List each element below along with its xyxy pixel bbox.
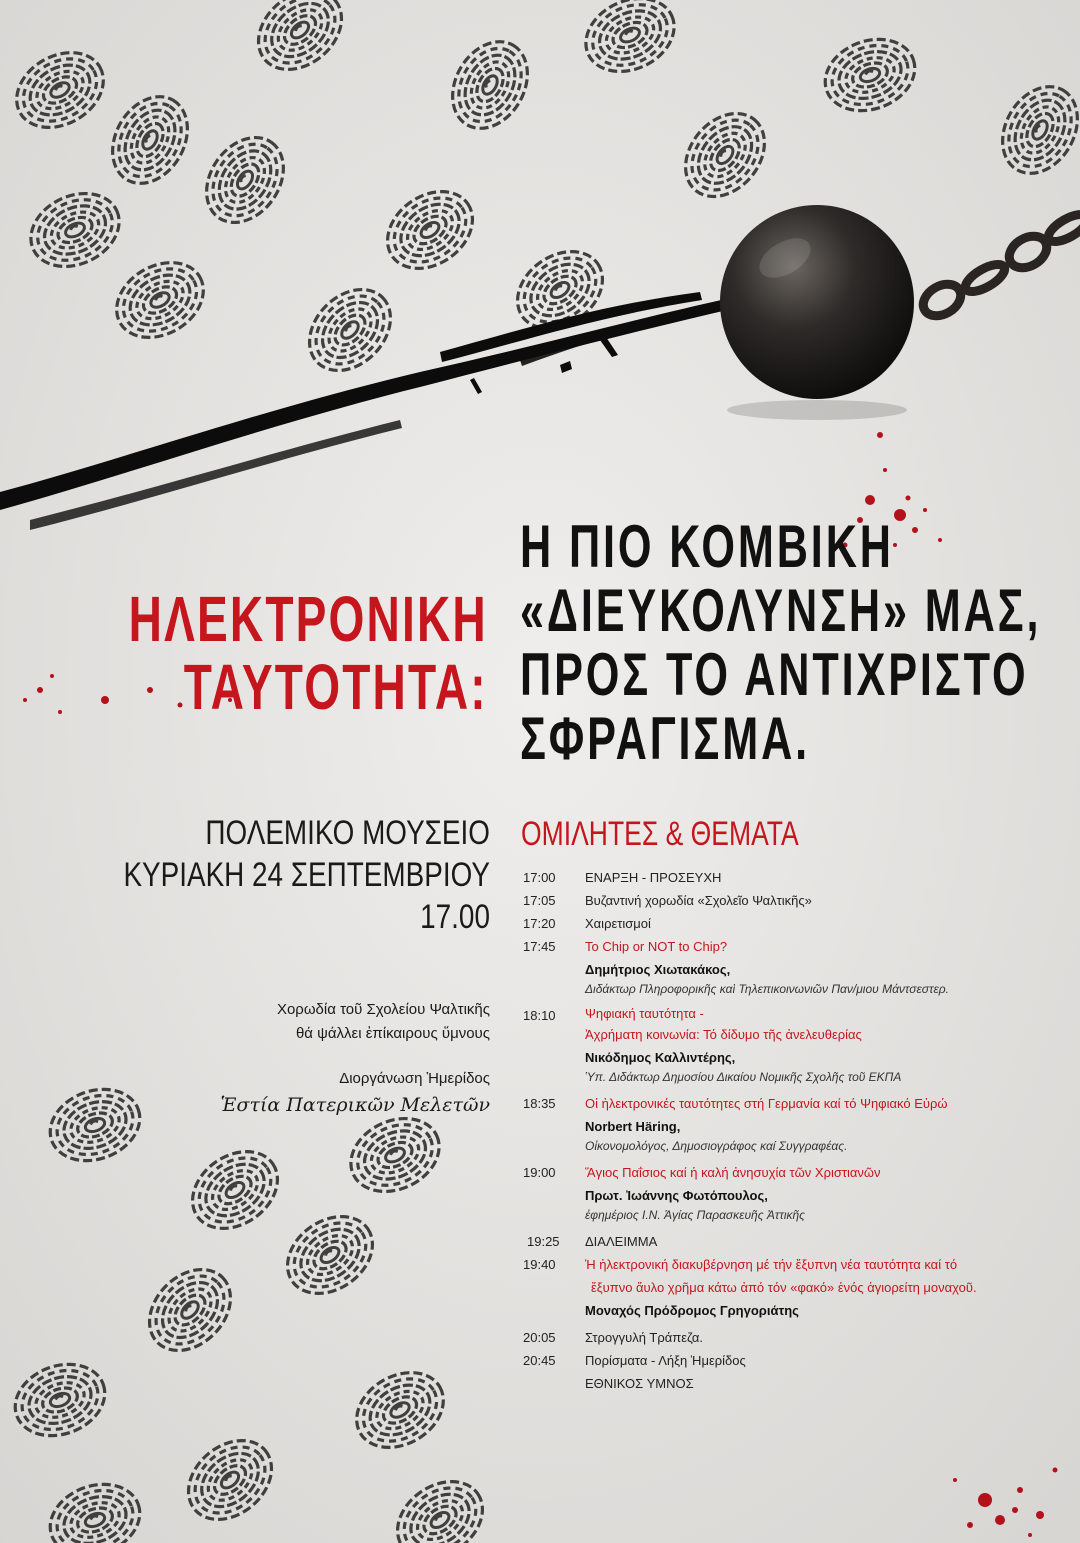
schedule-item: Χαιρετισμοί [585, 916, 651, 931]
speaker-name: Πρωτ. Ἰωάννης Φωτόπουλος, [585, 1188, 768, 1203]
talk-topic: Ἡ ἠλεκτρονική διακυβέρνηση μέ τήν ἔξυπνη νέα ταυτότητα καί τό [585, 1257, 958, 1272]
schedule-time: 18:10 [523, 1008, 556, 1023]
schedule-row [523, 1161, 1068, 1230]
talk-topic-cont: ἔξυπνο ἄυλο χρῆμα κάτω ἀπό τόν «φακό» ἑνός ἁγιορείτη μοναχοῦ. [591, 1280, 977, 1295]
event-info [123, 812, 490, 938]
schedule-item: ΕΝΑΡΞΗ - ΠΡΟΣΕΥΧΗ [585, 870, 722, 885]
schedule-time: 17:20 [523, 916, 556, 931]
subtitle-black [520, 515, 1041, 771]
schedule-item: ΕΘΝΙΚΟΣ ΥΜΝΟΣ [585, 1376, 694, 1391]
speaker-description: Ὑπ. Διδάκτωρ Δημοσίου Δικαίου Νομικῆς Σχολῆς τοῦ ΕΚΠΑ [585, 1070, 902, 1084]
schedule-row [523, 1349, 1068, 1372]
schedule-item: Στρογγυλή Τράπεζα. [585, 1330, 703, 1345]
choir-note [277, 998, 490, 1046]
talk-topic-cont: Ἀχρήματη κοινωνία: Τό δίδυμο τῆς ἀνελευθερίας [585, 1027, 862, 1042]
schedule-time: 19:00 [523, 1165, 556, 1180]
speaker-name: Μοναχός Πρόδρομος Γρηγοριάτης [585, 1303, 799, 1318]
iron-ball [720, 205, 914, 399]
organizer-label: Διοργάνωση Ἡμερίδος [339, 1070, 490, 1087]
schedule-time: 17:05 [523, 893, 556, 908]
speaker-name: Δημήτριος Χιωτακάκος, [585, 962, 731, 977]
talk-topic: Ἅγιος Παΐσιος καί ἡ καλή ἀνησυχία τῶν Χριστιανῶν [585, 1165, 881, 1180]
schedule-row [523, 1326, 1068, 1349]
speaker-description: Διδάκτωρ Πληροφορικῆς καὶ Τηλεπικοινωνιῶν Παν/μιου Μάντσεστερ. [585, 982, 949, 996]
schedule [523, 866, 1068, 1395]
talk-topic: Ψηφιακή ταυτότητα - [585, 1006, 704, 1021]
schedule-time: 17:45 [523, 939, 556, 954]
schedule-time: 20:05 [523, 1330, 556, 1345]
choir-line: θά ψάλλει ἐπίκαιρους ὕμνους [295, 1025, 490, 1042]
main-title-line: ΤΑΥΤΟΤΗΤΑ: [183, 651, 488, 723]
schedule-row [523, 912, 1068, 935]
schedule-item: ΔΙΑΛΕΙΜΜΑ [585, 1234, 658, 1249]
schedule-time: 19:25 [527, 1234, 560, 1249]
schedule-item: Πορίσματα - Λήξη Ἡμερίδος [585, 1353, 746, 1368]
main-title-red [129, 585, 488, 721]
schedule-row [523, 1004, 1068, 1092]
schedule-row [523, 1372, 1068, 1395]
speaker-description: Οἰκονομολόγος, Δημοσιογράφος καί Συγγραφέας. [585, 1139, 848, 1153]
event-venue: ΠΟΛΕΜΙΚΟ ΜΟΥΣΕΙΟ [205, 814, 490, 852]
schedule-time: 19:40 [523, 1257, 556, 1272]
subtitle-line: ΣΦΡΑΓΙΣΜΑ. [520, 705, 811, 772]
schedule-item: Βυζαντινή χορωδία «Σχολεῖο Ψαλτικῆς» [585, 893, 812, 908]
speaker-description: ἐφημέριος Ι.Ν. Ἁγίας Παρασκευῆς Ἀττικῆς [585, 1208, 806, 1222]
organizer [221, 1068, 491, 1120]
choir-line: Χορωδία τοῦ Σχολείου Ψαλτικῆς [276, 1001, 490, 1018]
schedule-row [523, 1092, 1068, 1161]
schedule-time [523, 1372, 585, 1395]
schedule-row [523, 1253, 1068, 1326]
schedule-time: 18:35 [523, 1096, 556, 1111]
schedule-row [523, 889, 1068, 912]
organizer-name: Ἑστία Πατερικῶν Μελετῶν [220, 1094, 490, 1116]
event-date: ΚΥΡΙΑΚΗ 24 ΣΕΠΤΕΜΒΡΙΟΥ [123, 856, 490, 894]
schedule-time: 17:00 [523, 870, 556, 885]
subtitle-line: «ΔΙΕΥΚΟΛΥΝΣΗ» ΜΑΣ, [520, 577, 1042, 644]
talk-topic: Οἱ ἠλεκτρονικές ταυτότητες στή Γερμανία καί τό Ψηφιακό Εὐρώ [585, 1096, 948, 1111]
speakers-heading: ΟΜΙΛΗΤΕΣ & ΘΕΜΑΤΑ [521, 815, 799, 853]
speaker-name: Norbert Häring, [585, 1119, 681, 1134]
event-time: 17.00 [420, 898, 490, 936]
subtitle-line: ΠΡΟΣ ΤΟ ΑΝΤΙΧΡΙΣΤΟ [520, 641, 1029, 708]
schedule-row [523, 866, 1068, 889]
schedule-row [523, 1230, 1068, 1253]
schedule-time: 20:45 [523, 1353, 556, 1368]
main-title-line: ΗΛΕΚΤΡΟΝΙΚΗ [128, 583, 488, 655]
speaker-name: Νικόδημος Καλλιντέρης, [585, 1050, 736, 1065]
talk-topic: To Chip or NOT to Chip? [585, 939, 728, 954]
subtitle-line: Η ΠΙΟ ΚΟΜΒΙΚΗ [520, 513, 894, 580]
schedule-row [523, 935, 1068, 1004]
